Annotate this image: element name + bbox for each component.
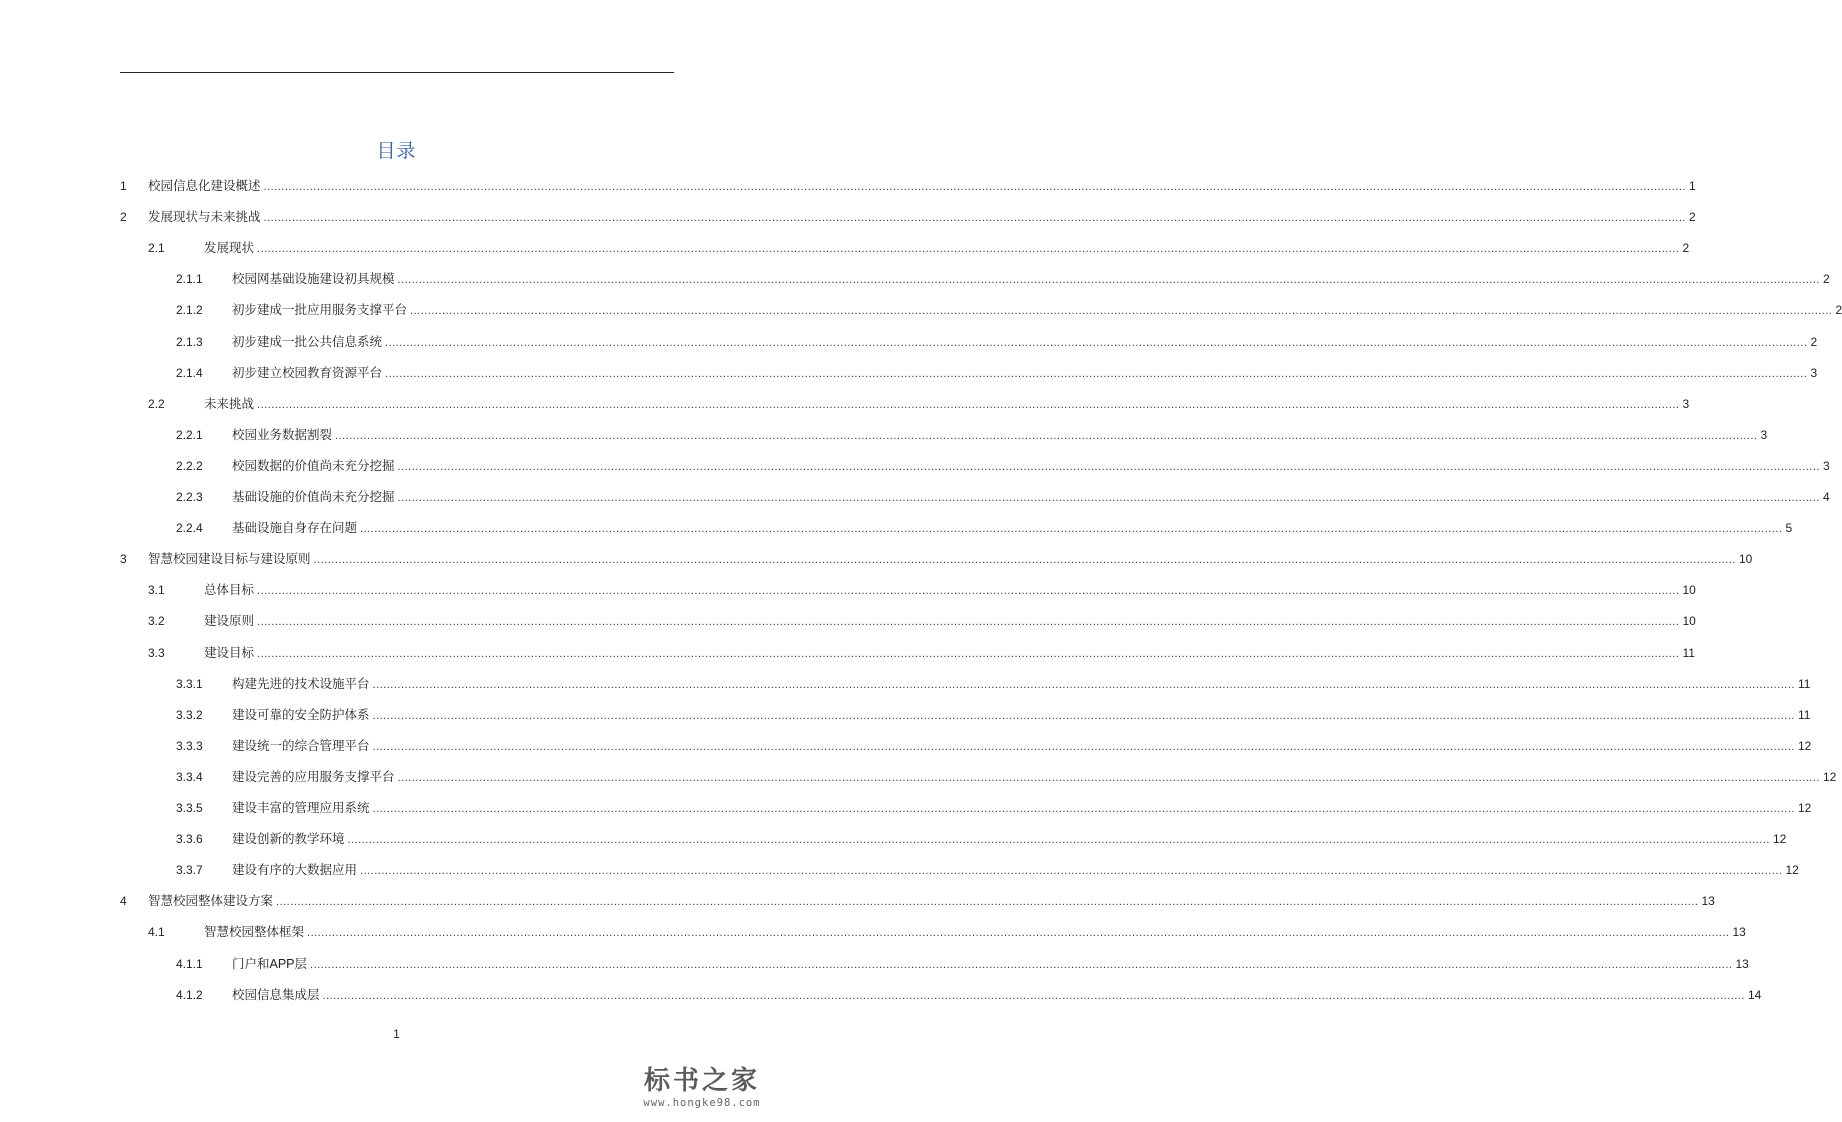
toc-dot-leader: ................................................................................................................................................................................................................................................................................................................................................................................................................ [385,367,1808,380]
toc-dot-leader: ................................................................................................................................................................................................................................................................................................................................................................................................................ [397,274,1820,287]
toc-dot-leader: ................................................................................................................................................................................................................................................................................................................................................................................................................ [410,305,1833,318]
toc-dot-leader: ................................................................................................................................................................................................................................................................................................................................................................................................................ [372,740,1795,753]
toc-entry-number: 2.1.1 [176,272,203,287]
toc-entry-number: 4.1.1 [176,956,203,971]
toc-dot-leader: ................................................................................................................................................................................................................................................................................................................................................................................................................ [263,212,1686,225]
toc-entry[interactable] [120,890,1715,912]
toc-entry-page: 1 [1688,179,1696,193]
toc-dot-leader: ................................................................................................................................................................................................................................................................................................................................................................................................................ [360,865,1783,878]
toc-entry-page: 3 [1810,365,1818,380]
toc-dot-leader: ................................................................................................................................................................................................................................................................................................................................................................................................................ [397,492,1820,504]
toc-dot-leader: ................................................................................................................................................................................................................................................................................................................................................................................................................ [257,616,1680,629]
toc-entry-title: 建设原则 [204,614,255,629]
toc-entry[interactable] [176,486,1830,508]
toc-entry-number: 3.3.6 [176,832,203,847]
toc-entry[interactable] [176,299,1842,321]
toc-entry-number: 3 [120,552,127,567]
toc-entry[interactable] [176,828,1787,850]
toc-entry-number: 2.2.3 [176,490,203,504]
toc-entry-title: 校园网基础设施建设初具规模 [232,272,395,287]
toc-entry-title: 建设丰富的管理应用系统 [232,801,370,815]
toc-entry-page: 12 [1772,832,1787,847]
toc-entry-number: 3.3.5 [176,801,203,815]
toc-entry-number: 3.1 [148,583,165,598]
toc-entry-number: 2.2.4 [176,521,203,536]
toc-entry-title: 建设创新的教学环境 [232,832,345,847]
header-rule [120,72,674,73]
toc-entry-number: 4.1 [148,925,165,940]
toc-dot-leader: ................................................................................................................................................................................................................................................................................................................................................................................................................ [335,429,1758,442]
toc-entry[interactable] [148,921,1746,943]
toc-entry-page: 2 [1822,272,1830,287]
toc-entry-page: 4 [1822,490,1830,504]
toc-dot-leader: ................................................................................................................................................................................................................................................................................................................................................................................................................ [313,554,1736,567]
toc-entry-number: 3.3.2 [176,707,203,722]
toc-entry[interactable] [176,859,1799,881]
toc-entry-page: 10 [1738,552,1753,567]
toc-entry-number: 2.2.2 [176,458,203,473]
toc-entry-number: 4.1.2 [176,987,203,1002]
toc-dot-leader: ................................................................................................................................................................................................................................................................................................................................................................................................................ [257,243,1680,256]
toc-entry-number: 4 [120,894,127,909]
toc-entry-title: 发展现状 [204,241,255,256]
toc-entry-title: 建设完善的应用服务支撑平台 [232,769,395,784]
toc-entry-title: 门户和APP层 [232,956,308,971]
toc-entry-title: 建设目标 [204,645,255,660]
watermark-brand: 标书之家 [643,1066,760,1096]
toc-entry-title: 智慧校园建设目标与建设原则 [148,552,311,567]
toc-entry-title: 未来挑战 [204,396,255,411]
toc-entry-title: 建设统一的综合管理平台 [232,738,370,753]
toc-dot-leader: ................................................................................................................................................................................................................................................................................................................................................................................................................ [263,181,1686,193]
toc-entry-number: 3.3.1 [176,676,203,691]
toc-entry-title: 智慧校园整体建设方案 [148,894,274,909]
toc-dot-leader: ................................................................................................................................................................................................................................................................................................................................................................................................................ [257,647,1680,660]
toc-dot-leader: ................................................................................................................................................................................................................................................................................................................................................................................................................ [347,834,1770,847]
toc-entry-page: 10 [1682,583,1696,598]
toc-entry[interactable] [148,237,1690,259]
toc-entry-number: 2.2 [148,396,165,411]
toc-entry-title: 初步建立校园教育资源平台 [232,365,383,380]
toc-dot-leader: ................................................................................................................................................................................................................................................................................................................................................................................................................ [257,398,1680,411]
toc-entry-number: 3.3.3 [176,738,203,753]
toc-entry[interactable] [120,175,1696,197]
toc-dot-leader: ................................................................................................................................................................................................................................................................................................................................................................................................................ [385,336,1808,349]
toc-entry[interactable] [148,610,1696,632]
toc-title: 目录 [376,141,417,162]
toc-entry-title: 校园信息化建设概述 [148,179,261,193]
toc-entry-page: 12 [1785,863,1799,878]
toc-entry-number: 2.1.3 [176,334,203,349]
toc-entry-page: 2 [1682,241,1690,256]
toc-entry-title: 基础设施自身存在问题 [232,521,358,536]
toc-entry-page: 11 [1797,707,1811,722]
toc-entry[interactable] [148,642,1695,664]
toc-entry-page: 13 [1735,956,1749,971]
toc-entry-page: 13 [1701,894,1715,909]
page-number: 1 [393,1027,400,1041]
toc-entry-number: 2 [120,210,127,225]
toc-entry-title: 建设有序的大数据应用 [232,863,358,878]
toc-entry[interactable] [176,953,1749,975]
toc-dot-leader: ................................................................................................................................................................................................................................................................................................................................................................................................................ [322,989,1745,1002]
toc-entry-title: 总体目标 [204,583,255,598]
toc-entry[interactable] [176,673,1811,695]
toc-entry-title: 构建先进的技术设施平台 [232,676,370,691]
toc-entry[interactable] [176,735,1812,757]
toc-entry[interactable] [176,362,1818,384]
toc-dot-leader: ................................................................................................................................................................................................................................................................................................................................................................................................................ [310,958,1733,971]
toc-entry-page: 3 [1760,427,1768,442]
toc-entry-number: 2.2.1 [176,427,203,442]
toc-entry-number: 3.3.4 [176,769,203,784]
toc-dot-leader: ................................................................................................................................................................................................................................................................................................................................................................................................................ [360,523,1783,536]
toc-entry-number: 2.1.4 [176,365,203,380]
toc-entry-page: 12 [1797,738,1812,753]
toc-entry[interactable] [176,704,1811,726]
toc-entry-title: 校园数据的价值尚未充分挖掘 [232,458,395,473]
toc-entry-number: 2.1 [148,241,165,256]
toc-entry-page: 5 [1785,521,1793,536]
toc-entry[interactable] [176,797,1812,819]
toc-entry-page: 11 [1682,645,1695,660]
toc-entry-title: 基础设施的价值尚未充分挖掘 [232,490,395,504]
toc-entry[interactable] [176,766,1837,788]
toc-entry[interactable] [176,455,1830,477]
toc-entry-title: 初步建成一批公共信息系统 [232,334,383,349]
toc-entry-page: 12 [1822,769,1837,784]
toc-entry-page: 10 [1682,614,1696,629]
toc-entry-title: 校园信息集成层 [232,987,320,1002]
toc-dot-leader: ................................................................................................................................................................................................................................................................................................................................................................................................................ [372,709,1795,722]
toc-entry-page: 2 [1688,210,1696,225]
toc-dot-leader: ................................................................................................................................................................................................................................................................................................................................................................................................................ [307,927,1730,940]
toc-dot-leader: ................................................................................................................................................................................................................................................................................................................................................................................................................ [276,896,1699,909]
toc-entry[interactable] [148,579,1696,601]
watermark-logo [627,1066,777,1110]
toc-entry-number: 3.3.7 [176,863,203,878]
toc-dot-leader: ................................................................................................................................................................................................................................................................................................................................................................................................................ [397,771,1820,784]
toc-entry-number: 3.2 [148,614,165,629]
toc-entry[interactable] [148,393,1690,415]
toc-entry[interactable] [176,517,1793,539]
toc-entry[interactable] [176,424,1768,446]
toc-entry-page: 14 [1747,987,1762,1002]
toc-entry-page: 3 [1822,458,1830,473]
toc-entry-page: 3 [1682,396,1690,411]
toc-entry[interactable] [176,268,1830,290]
toc-dot-leader: ................................................................................................................................................................................................................................................................................................................................................................................................................ [397,460,1820,473]
toc-entry-page: 2 [1810,334,1818,349]
toc-entry-title: 发展现状与未来挑战 [148,210,261,225]
toc-entry-number: 1 [120,179,127,193]
toc-dot-leader: ................................................................................................................................................................................................................................................................................................................................................................................................................ [372,678,1795,691]
toc-entry-title: 智慧校园整体框架 [204,925,305,940]
toc-entry[interactable] [176,331,1818,353]
toc-entry-page: 13 [1732,925,1746,940]
toc-entry-number: 3.3 [148,645,165,660]
toc-entry-title: 校园业务数据割裂 [232,427,333,442]
toc-entry-page: 2 [1835,303,1842,318]
toc-entry-title: 建设可靠的安全防护体系 [232,707,370,722]
toc-entry-title: 初步建成一批应用服务支撑平台 [232,303,408,318]
toc-entry-page: 11 [1797,676,1811,691]
toc-entry[interactable] [176,984,1762,1006]
toc-dot-leader: ................................................................................................................................................................................................................................................................................................................................................................................................................ [372,803,1795,815]
toc-entry[interactable] [120,548,1753,570]
watermark-url: www.hongke98.com [643,1097,761,1109]
toc-entry-number: 2.1.2 [176,303,203,318]
toc-dot-leader: ................................................................................................................................................................................................................................................................................................................................................................................................................ [257,585,1680,598]
toc-entry-page: 12 [1797,801,1812,815]
toc-entry[interactable] [120,206,1696,228]
